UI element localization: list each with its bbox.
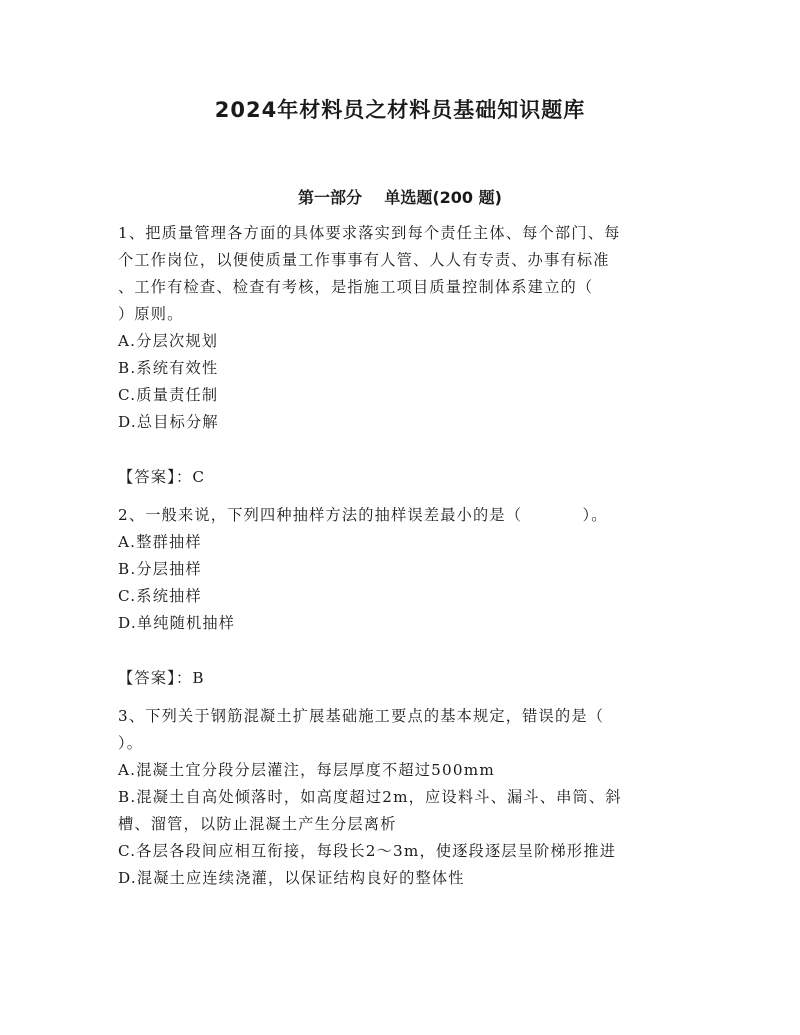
answer-line [118, 464, 688, 491]
question-stem-line: ）。 [118, 734, 144, 752]
option-a: A.分层次规划 [118, 332, 219, 350]
answer-label: 【答案】： [118, 468, 193, 486]
answer-value: C [192, 468, 206, 486]
question-1 [118, 220, 688, 502]
option-b: B.系统有效性 [118, 359, 219, 377]
option-b: B.分层抽样 [118, 560, 202, 578]
option-d: D.混凝土应连续浇灌，以保证结构良好的整体性 [118, 869, 465, 887]
option-b-continued: 槽、溜管，以防止混凝土产生分层离析 [118, 815, 397, 833]
question-stem-line: 个工作岗位，以便使质量工作事事有人管、人人有专责、办事有标准 [118, 251, 610, 269]
option-d: D.总目标分解 [118, 413, 219, 431]
answer-value: B [192, 669, 205, 687]
option-c: C.质量责任制 [118, 386, 219, 404]
section-title: 第一部分 单选题(200 题) [298, 188, 502, 207]
option-c: C.系统抽样 [118, 587, 202, 605]
option-a: A.混凝土宜分段分层灌注，每层厚度不超过500mm [118, 761, 495, 779]
question-stem-line: 2、一般来说，下列四种抽样方法的抽样误差最小的是（ ）。 [118, 506, 608, 524]
option-c: C.各层各段间应相互衔接，每段长2～3m，使逐段逐层呈阶梯形推进 [118, 842, 617, 860]
document-title: 2024年材料员之材料员基础知识题库 [214, 98, 586, 122]
question-2 [118, 502, 688, 703]
question-stem-line: 1、把质量管理各方面的具体要求落实到每个责任主体、每个部门、每 [118, 224, 621, 242]
option-a: A.整群抽样 [118, 533, 202, 551]
question-stem-line: 3、下列关于钢筋混凝土扩展基础施工要点的基本规定，错误的是（ [118, 707, 605, 725]
answer-label: 【答案】： [118, 669, 193, 687]
question-list [118, 220, 688, 892]
question-stem-line: 、工作有检查、检查有考核，是指施工项目质量控制体系建立的（ [118, 278, 594, 296]
option-d: D.单纯随机抽样 [118, 614, 236, 632]
question-3 [118, 703, 688, 892]
answer-line [118, 665, 688, 692]
option-b: B.混凝土自高处倾落时，如高度超过2m，应设料斗、漏斗、串筒、斜 [118, 788, 622, 806]
question-stem-line: ）原则。 [118, 305, 184, 323]
